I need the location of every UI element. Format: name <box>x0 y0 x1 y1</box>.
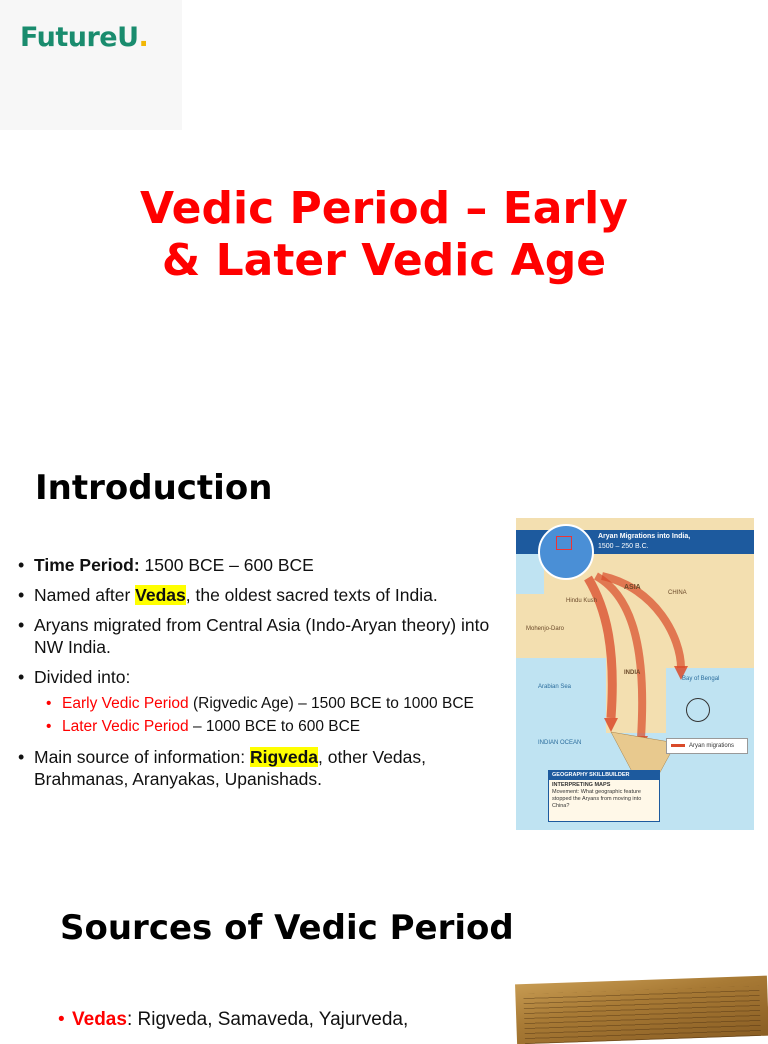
map-label-asia: ASIA <box>624 584 641 591</box>
page-title-line2: & Later Vedic Age <box>161 235 607 286</box>
futureu-logo <box>20 22 148 53</box>
vedas-label: Vedas <box>72 1009 127 1030</box>
main-source-text: Main source of information: <box>34 747 250 767</box>
vedas-detail: : Rigveda, Samaveda, Yajurveda, <box>126 1009 409 1030</box>
legend-text: Aryan migrations <box>689 743 735 749</box>
sublist-item-early <box>46 692 506 715</box>
period-sublist <box>34 692 506 738</box>
time-period-value: 1500 BCE – 600 BCE <box>139 555 314 575</box>
map-label-indian-ocean: INDIAN OCEAN <box>538 740 582 746</box>
page-title-line1: Vedic Period – Early <box>140 183 628 234</box>
vedas-highlight: Vedas <box>135 585 186 605</box>
page-title <box>0 183 768 287</box>
logo-dot: . <box>138 22 149 53</box>
early-vedic-detail: (Rigvedic Age) – 1500 BCE to 1000 BCE <box>188 695 474 712</box>
skillbuilder-text: Movement: What geographic feature stopped the Aryans from moving into China? <box>552 789 642 809</box>
map-label-china: CHINA <box>668 590 687 596</box>
compass-rose-icon <box>686 698 710 722</box>
time-period-label: Time Period: <box>34 555 140 575</box>
sources-list <box>58 1008 408 1032</box>
early-vedic-label: Early Vedic Period <box>62 695 189 712</box>
aryan-migration-map <box>516 518 754 830</box>
list-item-aryans: • Aryans migrated from Central Asia (Indo-Aryan theory) into NW India. <box>16 614 506 658</box>
divided-into-text: Divided into: <box>34 667 131 687</box>
map-title: Aryan Migrations into India, <box>598 533 691 540</box>
map-label-mohenjo-daro: Mohenjo-Daro <box>526 626 565 632</box>
map-label-india: INDIA <box>624 670 641 676</box>
named-after-rest: , the oldest sacred texts of India. <box>185 585 438 605</box>
named-after-text: Named after <box>34 585 136 605</box>
list-item-time-period <box>16 554 506 576</box>
skillbuilder-subheader: INTERPRETING MAPS <box>552 782 611 788</box>
list-item-vedas <box>58 1008 408 1032</box>
skillbuilder-box <box>548 770 660 822</box>
introduction-list <box>16 554 506 798</box>
sources-heading: Sources of Vedic Period <box>60 908 514 948</box>
sublist-item-later <box>46 715 506 738</box>
list-item-main-source <box>16 746 506 790</box>
list-item-divided <box>16 666 506 738</box>
later-vedic-label: Later Vedic Period <box>62 718 189 735</box>
map-label-hindu-kush: Hindu Kush <box>566 598 598 604</box>
logo-text-part3: U <box>117 22 139 53</box>
map-label-bay-of-bengal: Bay of Bengal <box>682 676 720 682</box>
map-label-arabian-sea: Arabian Sea <box>538 684 572 690</box>
logo-text-part2: e <box>99 22 118 53</box>
rigveda-highlight: Rigveda <box>249 747 319 767</box>
palm-leaf-manuscript-image <box>515 976 768 1044</box>
legend-arrow-icon <box>671 744 685 747</box>
list-item-named-after <box>16 584 506 606</box>
logo-text-part1: Futur <box>20 22 100 53</box>
skillbuilder-header: GEOGRAPHY SKILLBUILDER <box>549 771 659 780</box>
globe-locator <box>538 524 594 580</box>
logo-panel <box>0 0 182 130</box>
introduction-heading: Introduction <box>35 468 273 508</box>
later-vedic-detail: – 1000 BCE to 600 BCE <box>188 718 361 735</box>
map-legend <box>666 738 748 754</box>
main-source-rest: , other Vedas, Brahmanas, Aranyakas, Upanishads. <box>34 747 427 789</box>
map-subtitle: 1500 – 250 B.C. <box>598 543 649 550</box>
